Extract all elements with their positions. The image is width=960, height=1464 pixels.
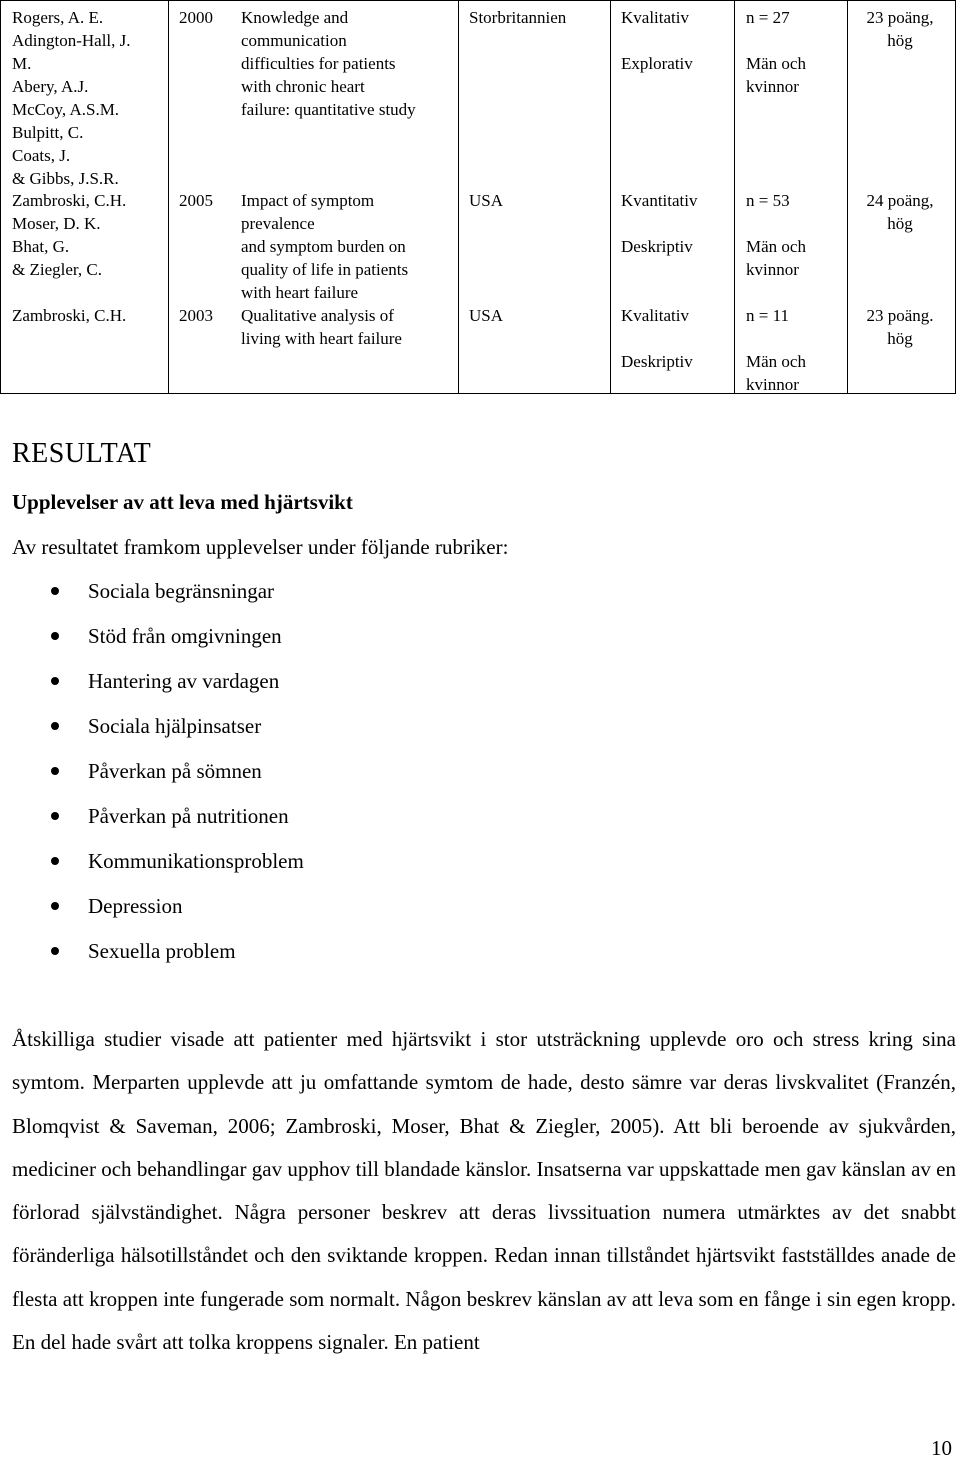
table-cell-sample: n = 11 Män och kvinnor [746,306,806,394]
list-item-label: Kommunikationsproblem [88,849,304,873]
table-cell-authors: Zambroski, C.H. [12,306,127,325]
column-divider [168,1,169,393]
table-cell-method: Kvantitativ Deskriptiv [621,191,698,256]
bullet-icon [51,857,59,865]
table-cell-authors: Rogers, A. E. Adington-Hall, J. M. Abery, A.J. McCoy, A.S.M. Bulpitt, C. Coats, J. & Gibbs, J.S.R. [12,8,131,188]
list-item-label: Sexuella problem [88,939,236,963]
table-cell-title: Qualitative analysis of living with heart failure [241,306,402,348]
column-divider [734,1,735,393]
bullet-icon [51,902,59,910]
list-item-label: Hantering av vardagen [88,669,280,693]
table-cell-year: 2003 [179,306,213,325]
bullet-icon [51,632,59,640]
list-item [0,576,304,621]
table-cell-quality: 23 poäng. hög [866,306,934,348]
body-paragraph: Åtskilliga studier visade att patienter med hjärtsvikt i stor utsträckning upplevde oro och stress kring sina symtom. Merparten upplevde att ju omfattande symtom de hade, desto sämre var deras livskvalitet (Franzén, Blomqvist & Saveman, 2006; Zambroski, Moser, Bhat & Ziegler, 2005). Att bli beroende av sjukvården, mediciner och behandlingar gav upphov till blandade känslor. Insatserna var uppskattade men gav känslan av en förlorad självständighet. Några personer beskrev att deras livssituation numera utmärktes av det snabbt föränderliga hälsotillståndet och den sviktande kroppen. Redan innan tillståndet hjärtsvikt fastställdes anade de flesta att kroppen inte fungerade som normalt. Någon beskrev känslan av att leva som en fånge i sin egen kropp. En del hade svårt att tolka kroppens signaler. En patient [12,1027,956,1355]
bullet-icon [51,767,59,775]
bullet-icon [51,722,59,730]
study-table [0,0,956,394]
table-cell-authors: Zambroski, C.H. Moser, D. K. Bhat, G. & Ziegler, C. [12,191,127,279]
list-item-label: Stöd från omgivningen [88,624,282,648]
list-item [0,621,304,666]
list-item [0,666,304,711]
section-heading: RESULTAT [12,438,152,469]
list-item-label: Påverkan på sömnen [88,759,262,783]
table-cell-country: USA [469,191,504,210]
table-cell-quality: 23 poäng, hög [866,8,934,50]
bullet-icon [51,587,59,595]
table-cell-country: USA [469,306,504,325]
section-subheading: Upplevelser av att leva med hjärtsvikt [12,490,353,514]
list-item [0,801,304,846]
list-item [0,846,304,891]
table-cell-title: Knowledge and communication difficulties for patients with chronic heart failure: quantitative study [241,8,416,119]
page-number: 10 [931,1436,952,1460]
table-cell-method: Kvalitativ Explorativ [621,8,693,73]
bullet-icon [51,812,59,820]
bullet-icon [51,947,59,955]
topic-list [0,576,304,981]
table-cell-sample: n = 53 Män och kvinnor [746,191,806,279]
intro-text: Av resultatet framkom upplevelser under följande rubriker: [12,535,509,559]
list-item [0,711,304,756]
table-cell-title: Impact of symptom prevalence and symptom burden on quality of life in patients with heart failure [241,191,409,302]
column-divider [458,1,459,393]
table-cell-quality: 24 poäng, hög [866,191,934,233]
table-cell-year: 2005 [179,191,213,210]
table-cell-sample: n = 27 Män och kvinnor [746,8,806,96]
list-item [0,936,304,981]
list-item-label: Påverkan på nutritionen [88,804,289,828]
list-item-label: Sociala hjälpinsatser [88,714,262,738]
table-cell-country: Storbritannien [469,8,567,27]
table-cell-method: Kvalitativ Deskriptiv [621,306,693,371]
bullet-icon [51,677,59,685]
column-divider [847,1,848,393]
column-divider [610,1,611,393]
list-item-label: Depression [88,894,183,918]
table-cell-year: 2000 [179,8,213,27]
list-item-label: Sociala begränsningar [88,579,275,603]
list-item [0,756,304,801]
list-item [0,891,304,936]
